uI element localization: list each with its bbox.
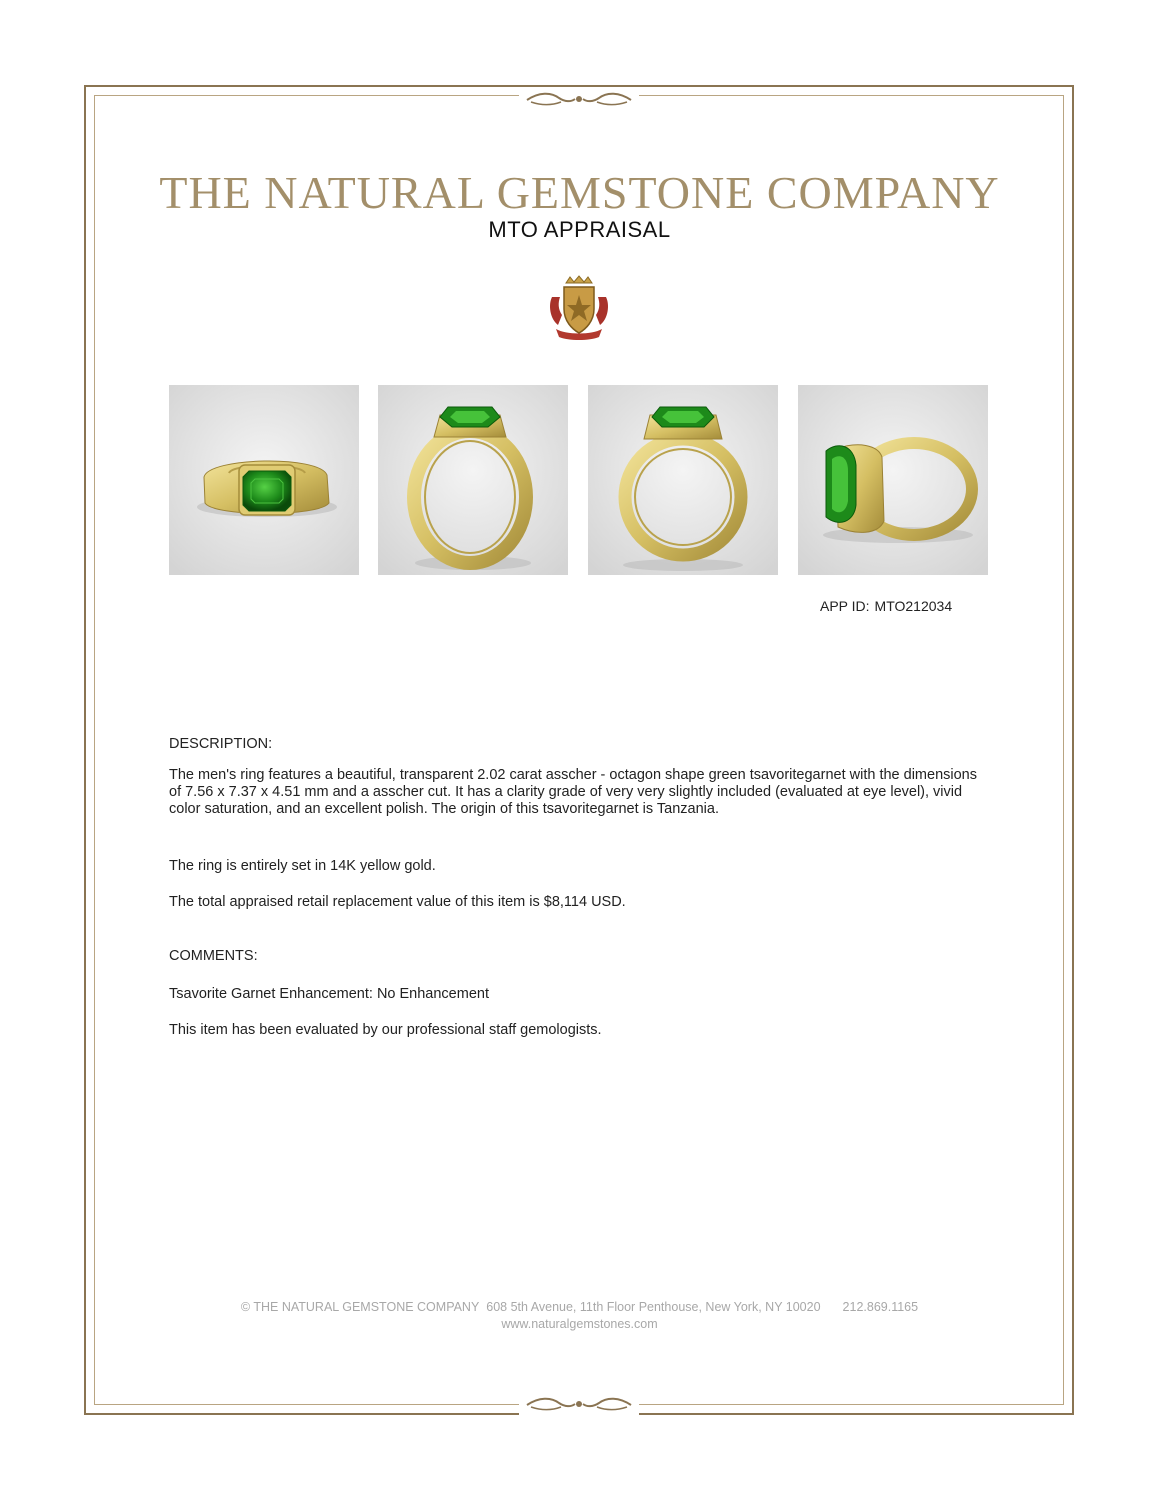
description-metal: The ring is entirely set in 14K yellow gold. — [169, 858, 436, 874]
footer-contact-line — [0, 1300, 1159, 1314]
comments-enhancement: Tsavorite Garnet Enhancement: No Enhancement — [169, 986, 489, 1002]
footer-address: 608 5th Avenue, 11th Floor Penthouse, New York, NY 10020 — [486, 1300, 821, 1314]
footer-website[interactable]: www.naturalgemstones.com — [501, 1317, 658, 1331]
ring-photo-top-view — [169, 385, 359, 575]
ring-photo-angled-view — [378, 385, 568, 575]
description-value: The total appraised retail replacement value of this item is $8,114 USD. — [169, 894, 626, 910]
heraldic-crest-logo-icon — [544, 275, 614, 341]
document-type: MTO APPRAISAL — [488, 217, 671, 242]
comments-heading: COMMENTS: — [169, 948, 258, 964]
appraisal-id-value: MTO212034 — [874, 598, 953, 614]
bottom-flourish-ornament — [519, 1395, 639, 1415]
footer-phone: 212.869.1165 — [842, 1300, 919, 1314]
appraisal-id-label: APP ID: — [820, 598, 870, 614]
footer-copyright: © THE NATURAL GEMSTONE COMPANY — [240, 1300, 480, 1314]
description-heading: DESCRIPTION: — [169, 736, 273, 752]
ring-photo-side-view — [798, 385, 988, 575]
ring-photo-front-view — [588, 385, 778, 575]
top-flourish-ornament — [519, 90, 639, 110]
company-title: THE NATURAL GEMSTONE COMPANY — [159, 167, 1000, 218]
appraisal-id — [820, 598, 957, 614]
description-paragraph: The men's ring features a beautiful, transparent 2.02 carat asscher - octagon shape green tsavoritegarnet with the dimensions of 7.56 x 7.37 x 4.51 mm and a asscher cut. It has a clarity grade of very very slightly included (evaluated at eye level), vivid color saturation, and an excellent polish. The origin of this tsavoritegarnet is Tanzania. — [169, 767, 977, 817]
comments-evaluation: This item has been evaluated by our professional staff gemologists. — [169, 1022, 602, 1038]
